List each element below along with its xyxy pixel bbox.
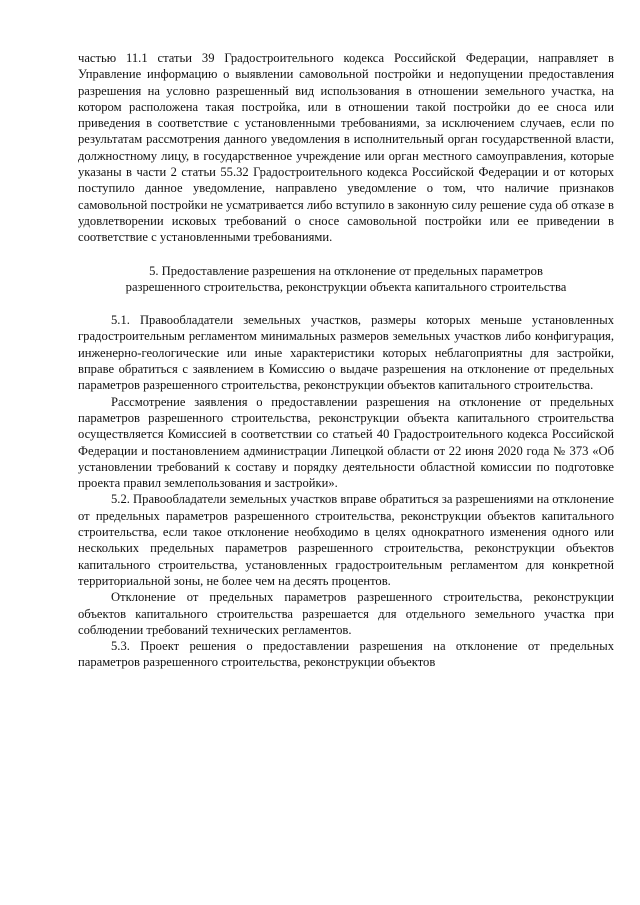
section-5-heading bbox=[78, 263, 614, 296]
section-heading-line-1: 5. Предоставление разрешения на отклонение от предельных параметров bbox=[149, 263, 543, 278]
section-heading-line-2: разрешенного строительства, реконструкции объекта капитального строительства bbox=[125, 279, 567, 294]
paragraph-5-1-review: Рассмотрение заявления о предоставлении разрешения на отклонение от предельных параметров разрешенного строительства, реконструкции объекта капитального строительства осуществляется Комиссией в соответствии со статьей 40 Градостроительного кодекса Российской Федерации и постановлением администрации Липецкой области от 22 июня 2020 года № 373 «Об установлении требований к составу и порядку деятельности областной комиссии по подготовке проекта правил землепользования и застройки». bbox=[78, 394, 614, 491]
paragraph-5-2-deviation: Отклонение от предельных параметров разрешенного строительства, реконструкции объектов капитального строительства разрешается для отдельного земельного участка при соблюдении требований технических регламентов. bbox=[78, 590, 614, 637]
document-page bbox=[78, 50, 614, 671]
paragraph-5-3: 5.3. Проект решения о предоставлении разрешения на отклонение от предельных параметров разрешенного строительства, реконструкции объектов bbox=[78, 639, 614, 670]
paragraph-5-1: 5.1. Правообладатели земельных участков, размеры которых меньше установленных градостроительным регламентом минимальных размеров земельных участков либо конфигурация, инженерно-геологические или иные характеристики которых неблагоприятны для застройки, вправе обратиться с заявлением в Комиссию о выдаче разрешения на отклонение от предельных параметров разрешенного строительства, реконструкции объектов капитального строительства. bbox=[78, 313, 614, 393]
paragraph-5-2: 5.2. Правообладатели земельных участков вправе обратиться за разрешениями на отклонение от предельных параметров разрешенного строительства, реконструкции объектов капитального строительства, если такое отклонение необходимо в целях однократного изменения одного или нескольких предельных параметров разрешенного строительства, реконструкции объектов капитального строительства, установленных градостроительным регламентом для конкретной территориальной зоны, не более чем на десять процентов. bbox=[78, 492, 614, 588]
paragraph-article-39-continuation: частью 11.1 статьи 39 Градостроительного кодекса Российской Федерации, направляет в Управление информацию о выявлении самовольной постройки и недопущении предоставления разрешения на условно разрешенный вид использования в отношении земельного участка, на котором расположена такая постройка, или в отношении такой постройки до ее сноса или приведения в соответствие с установленными требованиями, за исключением случаев, если по результатам рассмотрения данного уведомления в исполнительный орган государственной власти, должностному лицу, в государственное учреждение или орган местного самоуправления, которые указаны в части 2 статьи 55.32 Градостроительного кодекса Российской Федерации и от которых поступило данное уведомление, направлено уведомление о том, что наличие признаков самовольной постройки не усматривается либо вступило в законную силу решение суда об отказе в удовлетворении исковых требований о сносе самовольной постройки или ее приведении в соответствие с установленными требованиями. bbox=[78, 51, 614, 245]
